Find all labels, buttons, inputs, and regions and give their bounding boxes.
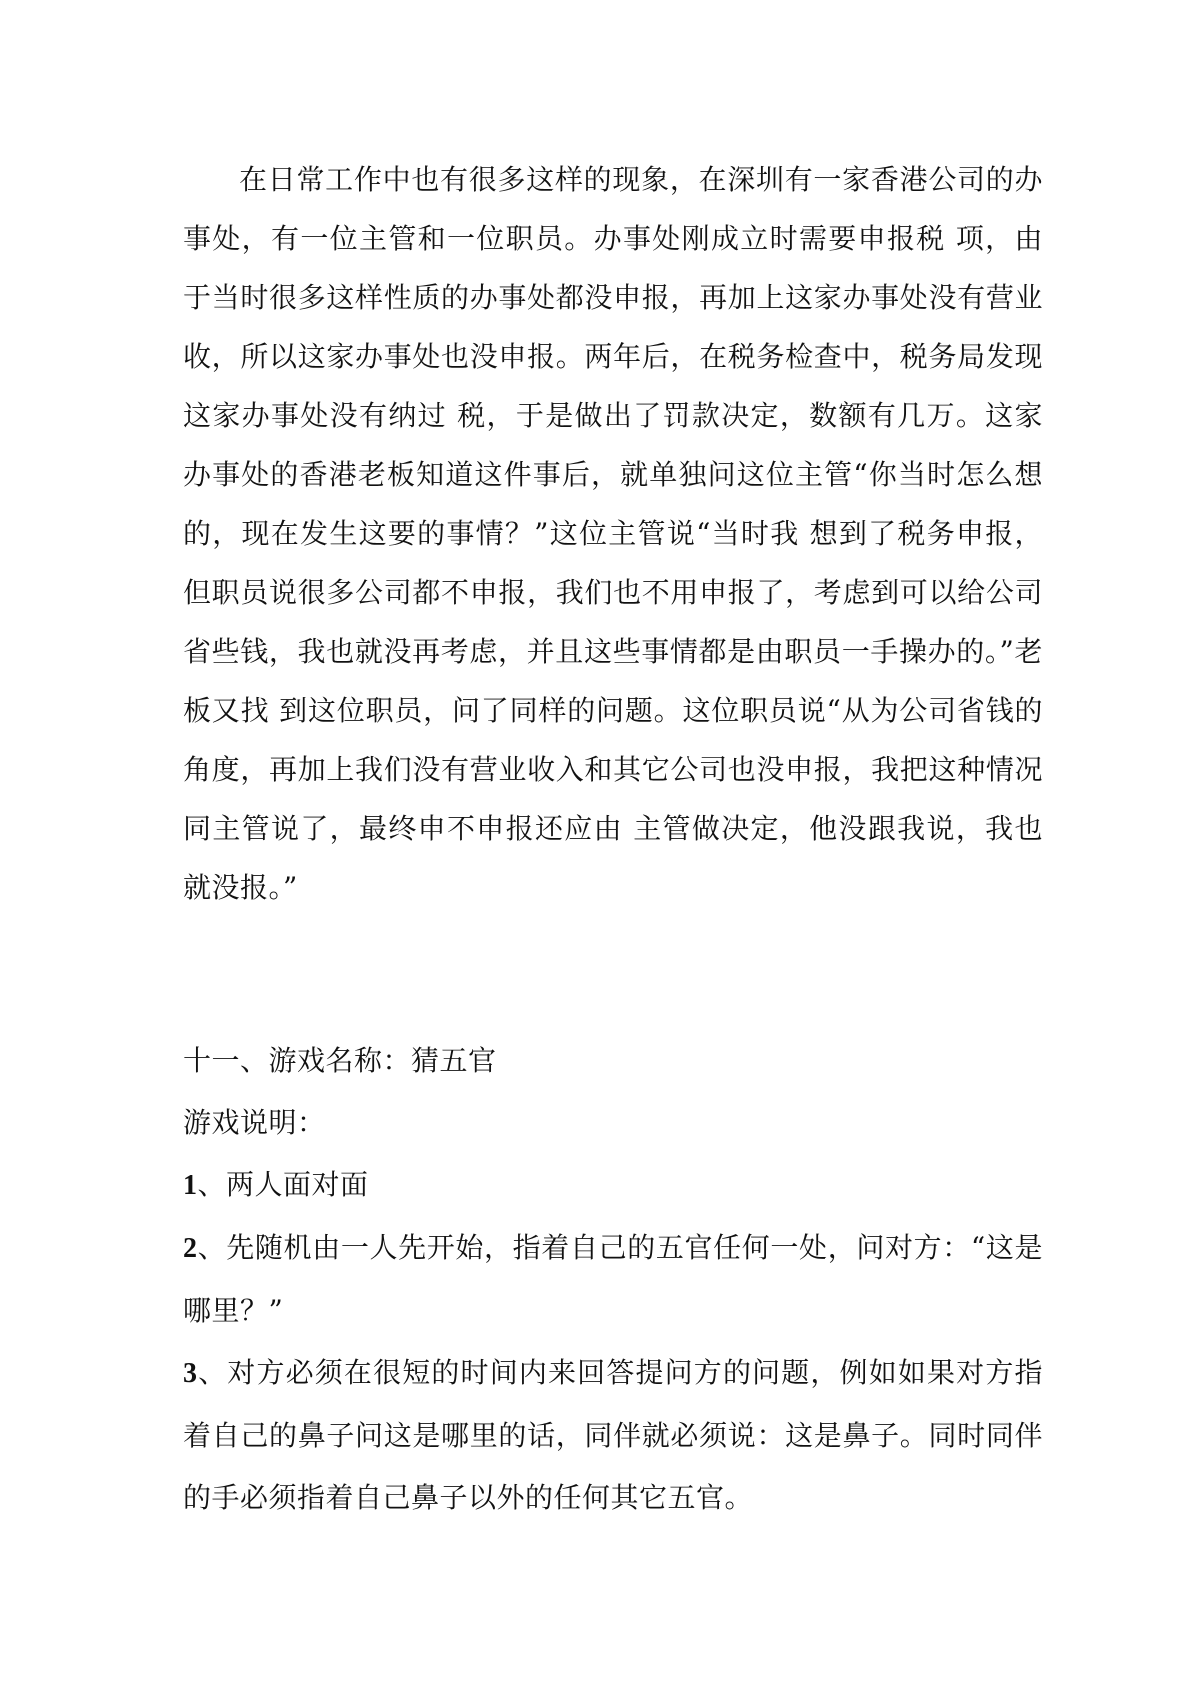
game-rule-item [183, 1217, 1043, 1342]
rule-text: 、先随机由一人先开始，指着自己的五官任何一处，问对方：“这是哪里？” [183, 1231, 1043, 1327]
story-paragraph: 在日常工作中也有很多这样的现象，在深圳有一家香港公司的办事处，有一位主管和一位职员。办事处刚成立时需要申报税 项，由于当时很多这样性质的办事处都没申报，再加上这家办事处没有营业收，所以这家办事处也没申报。两年后，在税务检查中，税务局发现这家办事处没有纳过 税，于是做出了罚款决定，数额有几万。这家办事处的香港老板知道这件事后，就单独问这位主管“你当时怎么想的，现在发生这要的事情？”这位主管说“当时我 想到了税务申报，但职员说很多公司都不申报，我们也不用申报了，考虑到可以给公司省些钱，我也就没再考虑，并且这些事情都是由职员一手操办的。”老板又找 到这位职员，问了同样的问题。这位职员说“从为公司省钱的角度，再加上我们没有营业收入和其它公司也没申报，我把这种情况同主管说了，最终申不申报还应由 主管做决定，他没跟我说，我也就没报。” [183, 163, 1043, 904]
rule-number: 1 [183, 1170, 198, 1201]
rule-number: 2 [183, 1233, 198, 1264]
rule-text: 、两人面对面 [197, 1168, 369, 1201]
game-rule-item [183, 1154, 1043, 1217]
rule-number: 3 [183, 1358, 198, 1389]
game-intro-label: 游戏说明： [183, 1106, 326, 1139]
game-section [183, 1030, 1043, 1529]
game-rule-item [183, 1342, 1043, 1529]
rule-text: 、对方必须在很短的时间内来回答提问方的问题，例如如果对方指着自己的鼻子问这是哪里的话，同伴就必须说：这是鼻子。同时同伴的手必须指着自己鼻子以外的任何其它五官。 [183, 1356, 1043, 1514]
game-title: 十一、游戏名称：猜五官 [183, 1044, 497, 1077]
